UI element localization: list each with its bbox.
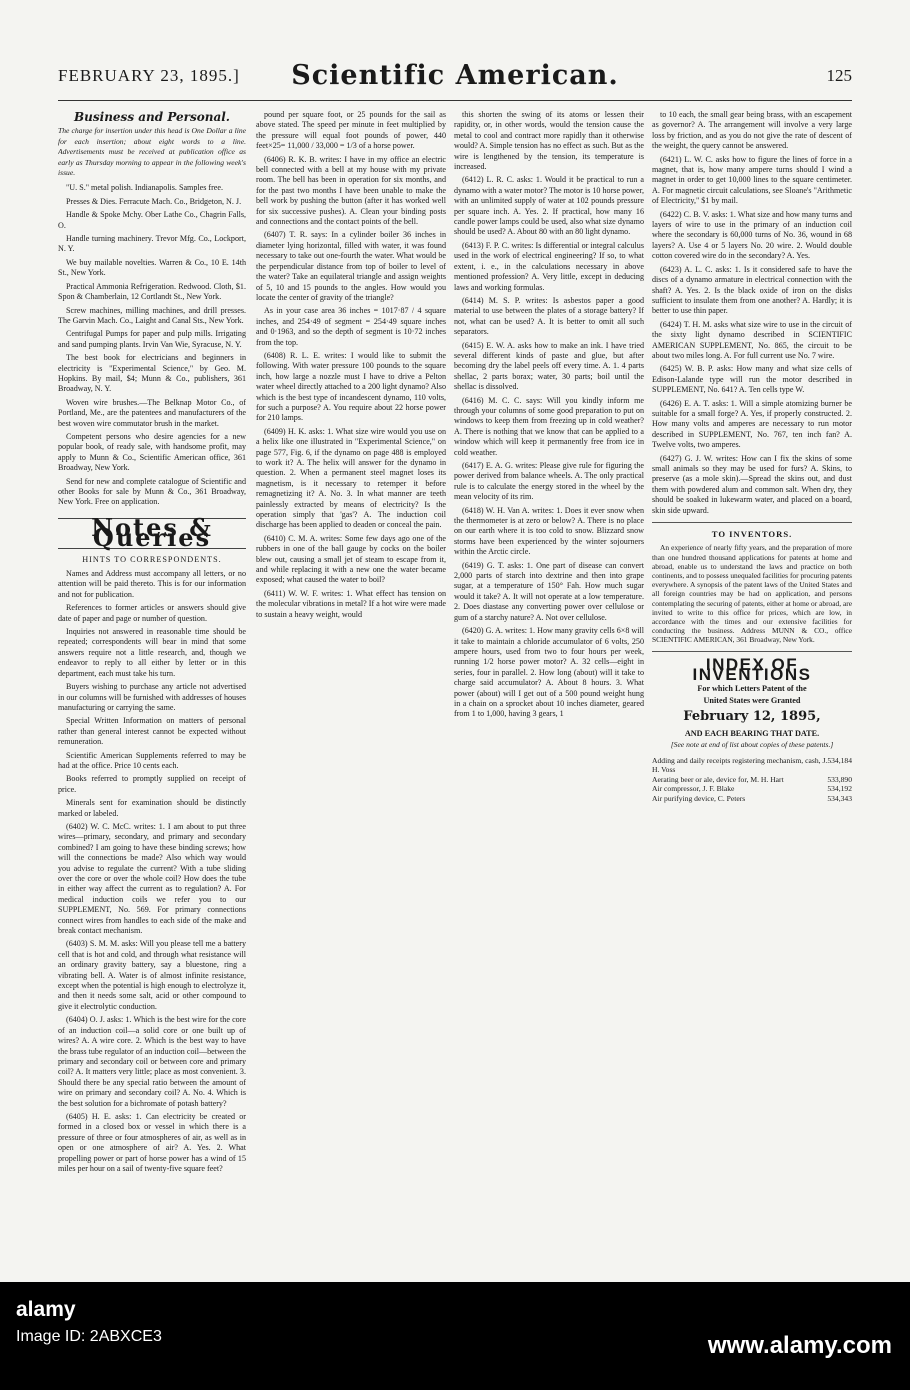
hint-item: Inquiries not answered in reasonable time should be repeated; correspondents will bear in mind that some answers require not a little research, and, though we endeavor to reply to all either by letter or in this department, each must take his turn. <box>58 627 246 678</box>
query-item: (6422) C. B. V. asks: 1. What size and how many turns and layers of wire to use in the primary of an induction coil where the secondary is 60,000 turns of No. 36, wound in 68 layers? A. Use 4 or 5 layers No. 20 wire. 2. Would double cotton covered wire do in the secondary? A. Yes. <box>652 209 852 261</box>
query-item: (6417) E. A. G. writes: Please give rule for figuring the power derived from balance wheels. A. The only practical rule is to calculate the energy stored in the wheel by the mean velocity of its rim. <box>454 461 644 502</box>
index-subtitle-1: For which Letters Patent of the <box>697 684 807 694</box>
masthead: Scientific American. <box>291 60 619 91</box>
page-number: 125 <box>826 66 852 85</box>
hint-item: Special Written Information on matters of personal rather than general interest cannot be expected without remuneration. <box>58 716 246 747</box>
query-item: (6416) M. C. C. says: Will you kindly inform me through your columns of some good preparation to put on windows to keep them from freezing up in cold weather? A. There is nothing that we know that can be applied to a window which will keep it permanently free from ice in cold weather. <box>454 395 644 457</box>
query-item: (6427) G. J. W. writes: How can I fix the skins of some small animals so they may be used for furs? A. Skins, to preserve (as a mole skin).—Spread the skins out, and dust them with powdered alum and common salt. When dry, they should be soaked in lukewarm water, and placed on a board, skin side upward. <box>652 453 852 515</box>
ad-item: Presses & Dies. Ferracute Mach. Co., Bridgeton, N. J. <box>66 196 242 206</box>
query-item: (6403) S. M. M. asks: Will you please tell me a battery cell that is hot and cold, and through what resistance will an ordinary gravity battery, say a bluestone, ring a vibrating bell. A. Water is of almost infinite resistance, except when the potential is high enough to electrolyze it, and then it needs some salt, acid or other compound to give it electrolytic conduction. <box>58 939 246 1011</box>
divider <box>652 522 852 523</box>
query-item: (6424) T. H. M. asks what size wire to use in the circuit of the sixty light dynamo described in SCIENTIFIC AMERICAN SUPPLEMENT, No. 865, the circuit to be about two miles long. A. For full current use No. 7 wire. <box>652 319 852 360</box>
hint-item: Minerals sent for examination should be distinctly marked or labeled. <box>58 798 246 818</box>
ad-item: Competent persons who desire agencies for a new popular book, of ready sale, with handsome profit, may apply to Munn & Co., Scientific American office, 361 Broadway, New York. <box>58 431 246 473</box>
issue-date: FEBRUARY 23, 1895.] <box>58 66 240 85</box>
entry-name: Adding and daily receipts registering mechanism, cash, J. H. Voss <box>652 755 828 775</box>
entry-number: 534,192 <box>827 784 852 794</box>
index-entry <box>652 784 852 794</box>
column-1 <box>58 110 246 1240</box>
index-date: February 12, 1895, <box>683 709 821 725</box>
column-2 <box>256 110 446 1240</box>
entry-name: Air purifying device, C. Peters <box>652 793 746 803</box>
ad-item: Centrifugal Pumps for paper and pulp mills. Irrigating and sand pumping plants. Irvin Van Wie, Syracuse, N. Y. <box>58 329 246 349</box>
ad-item: Handle turning machinery. Trevor Mfg. Co., Lockport, N. Y. <box>58 234 246 254</box>
notes-queries-title: Notes & Queries <box>58 518 246 549</box>
query-item: (6418) W. H. Van A. writes: 1. Does it ever snow when the thermometer is at zero or below? A. There is no place on our earth where it is too cold to snow. Blizzard snow storms have been experienced by the winter sojourners within the Arctic circle. <box>454 505 644 557</box>
query-item: (6404) O. J. asks: 1. Which is the best wire for the core of an induction coil—a solid core or one built up of wires? A. A wire core. 2. Which is the best way to have the brass tube regulator of an induction coil—between the primary and secondary coil or between core and primary coil? A. It matters very little; place as most convenient. 3. Should there be any special ratio between the amount of wire on primary and secondary coil? A. No. 4. Which is the best solution for a bichromate of potash battery? <box>58 1015 246 1108</box>
query-item: (6420) G. A. writes: 1. How many gravity cells 6×8 will it take to maintain a chloride accumulator of 6 volts, 250 ampere hours, used from two to four hours per week, running 1/2 horse power motor? A. 32 cells—eight in series, four in parallel. 2. How long (about) will it take to charge said accumulator? A. About 8 hours. 3. What power (about) will I get out of a 500 pound weight hung in a chain on a sprocket about 10 inches diameter, geared from 1 to 1,000, having 3 gears, 1 <box>454 626 644 719</box>
query-item: (6410) C. M. A. writes: Some few days ago one of the rubbers in one of the ball gauge by cocks on the boiler blew out, causing a small jet of steam to escape from it, and while replacing it with a new one the water became exposed; what caused the water to boil? <box>256 533 446 585</box>
watermark-brand: alamy <box>16 1298 76 1321</box>
column-3 <box>454 110 644 1240</box>
query-item: (6415) E. W. A. asks how to make an ink. I have tried several different kinds of paste and glue, but after becoming dry the label peels off every time. A. 1. 4 parts shellac, 2 parts borax; water, 30 parts; boil until the shellac is dissolved. <box>454 340 644 392</box>
query-item: (6421) L. W. C. asks how to figure the lines of force in a magnet, that is, how many ampere turns should I wind a magnet in order to get 10,000 lines to the square centimeter. A. For magnetic circuit calculations, see Sloane's "Arithmetic of Electricity," $1 by mail. <box>652 154 852 206</box>
inventors-text: An experience of nearly fifty years, and the preparation of more than one hundred thousand applications for patents at home and abroad, enable us to understand the laws and practice on both continents, and to possess unequaled facilities for procuring patents everywhere. A synopsis of the patent laws of the United States and all foreign countries may be had on application, and persons contemplating the securing of patents, either at home or abroad, are invited to write to this office for prices, which are low, in accordance with the times and our extensive facilities for conducting the business. Address MUNN & CO., office SCIENTIFIC AMERICAN, 361 Broadway, New York. <box>652 543 852 645</box>
query-item: As in your case area 36 inches = 1017·87 / 4 square inches, and 254·49 of segment = 254·49 square inches and 0·1963, and so the depth of segment is 10·72 inches from the top. <box>256 306 446 347</box>
query-item: to 10 each, the small gear being brass, with an escapement as governor? A. The arrangement will involve a very large loss by friction, and as you do not give the rate of descent of the weight, the query cannot be answered. <box>652 110 852 151</box>
ad-item: The best book for electricians and beginners in electricity is "Experimental Science," by Geo. M. Hopkins. By mail, $4; Munn & Co., publishers, 361 Broadway, N. Y. <box>58 353 246 394</box>
index-note: [See note at end of list about copies of these patents.] <box>670 740 834 750</box>
queries-list <box>58 822 246 1174</box>
ad-item: "U. S." metal polish. Indianapolis. Samples free. <box>66 183 223 193</box>
query-item: this shorten the swing of its atoms or lessen their rapidity, or, in other words, would the tension cause the metal to cool and contract more rapidly than it otherwise would? A. Simple tension has no effect as such. But as the wire is lengthened by the tension, its temperature is increased. <box>454 110 644 172</box>
watermark-bar <box>0 1282 910 1390</box>
entry-number: 534,343 <box>827 793 852 803</box>
hint-item: Books referred to promptly supplied on receipt of price. <box>58 774 246 794</box>
index-subtitle-3: AND EACH BEARING THAT DATE. <box>684 728 820 738</box>
ad-item: We buy mailable novelties. Warren & Co., 10 E. 14th St., New York. <box>58 257 246 278</box>
ad-notice: The charge for insertion under this head is One Dollar a line for each insertion; about eight words to a line. Advertisements must be received at publication office as early as Thursday morning to appear in the following week's issue. <box>58 126 246 178</box>
query-item: (6406) R. K. B. writes: I have in my office an electric bell connected with a bell at my house with my private room. The bell has been in operation for six months, and for the past two months I have been unable to make the bell work by pushing the button (after it has worked well for six successive pushes). A. Clean your binding posts and connections and the contact points of the bell. <box>256 154 446 227</box>
entry-number: 534,184 <box>827 755 852 765</box>
query-item: (6426) E. A. T. asks: 1. Will a simple atomizing burner be suitable for a small forge? A. Yes, if properly constructed. 2. How many volts and amperes are necessary to run motor described in SUPPLEMENT, No. 767, ten inch fan? A. Twelve volts, two amperes. <box>652 398 852 450</box>
hint-item: Scientific American Supplements referred to may be had at the office. Price 10 cents each. <box>58 750 246 770</box>
ad-item: Screw machines, milling machines, and drill presses. The Garvin Mach. Co., Laight and Canal Sts., New York. <box>58 305 246 325</box>
entry-number: 533,890 <box>827 774 852 784</box>
hints-list <box>58 569 246 819</box>
ad-item: Woven wire brushes.—The Belknap Motor Co., of Portland, Me., are the patentees and manufacturers of the best woven wire commutator brush in the market. <box>58 397 246 428</box>
entry-name: Air compressor, J. F. Blake <box>652 784 735 794</box>
entry-name: Aerating beer or ale, device for, M. H. Hart <box>652 774 784 784</box>
queries-list <box>652 110 852 516</box>
hint-item: Names and Address must accompany all letters, or no attention will be paid thereto. This is for our information and not for publication. <box>58 569 246 599</box>
query-item: (6414) M. S. P. writes: Is asbestos paper a good material to use between the plates of a storage battery? If not, what can be used? A. It is better to omit all such separators. <box>454 295 644 337</box>
watermark-url: www.alamy.com <box>707 1332 892 1359</box>
query-item: (6407) T. R. says: In a cylinder boiler 36 inches in diameter lying horizontal, filled with water, it was found necessary to take out one-fourth the water. What would be the perpendicular distance from top of boiler to level of the water? Take an equilateral triangle and assign weights of 5, 10 and 15 pounds to the angles. How would you locate the center of gravity of the triangle? <box>256 230 446 302</box>
index-subtitle-2: United States were Granted <box>703 695 801 705</box>
ads-list <box>58 183 246 507</box>
query-item: (6423) A. L. C. asks: 1. Is it considered safe to have the discs of a dynamo armature in electrical connection with the shaft? A. Yes. 2. Is the black oxide of iron on the disks sufficient to insulate them from one another? A. Hardly; it is better to use thin paper. <box>652 264 852 316</box>
column-4 <box>652 110 852 1240</box>
divider <box>652 651 852 652</box>
index-entry <box>652 794 852 804</box>
query-item: (6409) H. K. asks: 1. What size wire would you use on a helix like one illustrated in "Experimental Science," on page 577, Fig. 6, if the dynamo on page 488 is employed to work it? A. The helix will answer for the dynamo in question. 2. When a permanent steel magnet loses its magnetism, is it necessary to retemper it before remagnetizing it? A. No. 3. In what manner are teeth painlessly extracted by means of electricity? Is the operation simply that 'gas'? A. The induction coil discharge has been applied to deaden or conceal the pain. <box>256 426 446 530</box>
index-entries <box>652 756 852 804</box>
index-entry <box>652 756 852 775</box>
queries-list <box>454 110 644 720</box>
image-id: Image ID: 2ABXCE3 <box>16 1328 162 1345</box>
query-item: (6425) W. B. P. asks: How many and what size cells of Edison-Lalande type will run the motor described in SUPPLEMENT, No. 641? A. Ten cells type W. <box>652 364 852 395</box>
query-item: (6413) F. P. C. writes: Is differential or integral calculus used in the work of electrical engineering? If so, to what extent, i. e., in the calculations necessary in above mentioned profession? A. Very little, except in deducing laws and working formulas. <box>454 240 644 292</box>
query-item: (6411) W. W. F. writes: 1. What effect has tension on the molecular vibrations in metal? If a hot wire were made to sustain a heavy weight, would <box>256 588 446 619</box>
index-title: INDEX OF INVENTIONS <box>692 654 812 685</box>
page-header <box>58 60 852 101</box>
inventors-title: TO INVENTORS. <box>711 529 793 540</box>
ad-item: Practical Ammonia Refrigeration. Redwood. Cloth, $1. Spon & Chamberlain, 12 Cortlandt St., New York. <box>58 281 246 302</box>
hint-item: Buyers wishing to purchase any article not advertised in our columns will be furnished with addresses of houses manufacturing or carrying the same. <box>58 682 246 712</box>
queries-list <box>256 110 446 620</box>
hints-title: HINTS TO CORRESPONDENTS. <box>82 554 222 564</box>
query-item: pound per square foot, or 25 pounds for the sail as above stated. The speed per minute in feet multiplied by the pressure will equal foot pounds of power, 440 feet×25= 11,000 / 33,000 = 1/3 of a horse power. <box>256 110 446 151</box>
query-item: (6419) G. T. asks: 1. One part of disease can convert 2,000 parts of starch into dextrine and then into grape sugar, at a temperature of 150° Fah. How much sugar would it take? A. It will not operate at a low temperature. 2. Does diastase any converting power over cellulose or gum of a starchy nature? A. Not over cellulose. <box>454 560 644 622</box>
hint-item: References to former articles or answers should give date of paper and page or number of question. <box>58 603 246 623</box>
query-item: (6402) W. C. McC. writes: 1. I am about to put three wires—primary, secondary, and primary and secondary combined? I am going to have these binding screws; how will the connections be made? Also which way would you advise to regulate the current? With a tube sliding over the core or over the whole coil? How does the tube in either way affect the current as to regulation? A. For medical induction coils we refer you to our SUPPLEMENT, No. 569. For primary connections connect wires from handles to each side of the make and break contact mechanism. <box>58 821 246 936</box>
ad-item: Handle & Spoke Mchy. Ober Lathe Co., Chagrin Falls, O. <box>58 210 246 230</box>
query-item: (6412) L. R. C. asks: 1. Would it be practical to run a dynamo with a water motor? The motor is 10 horse power, with an unlimited supply of water at 102 pounds pressure per square inch. A. Yes. 2. If practical, how many 16 candle power lamps could be used, also what size dynamo should be used? A. About 80 with an 80 light dynamo. <box>454 175 644 237</box>
business-personal-title: Business and Personal. <box>74 110 230 124</box>
ad-item: Send for new and complete catalogue of Scientific and other Books for sale by Munn & Co., 361 Broadway, New York. Free on application. <box>58 476 246 507</box>
query-item: (6408) R. L. E. writes: I would like to submit the following. With water pressure 100 pounds to the square inch, how large a nozzle must I have to drive a Pelton water wheel directly attached to a 200 light dynamo? Also which is the best type of incandescent dynamo, 110 volts, for such a purpose? A. You require about 22 horse power for 210 lamps. <box>256 350 446 423</box>
query-item: (6405) H. E. asks: 1. Can electricity be created or formed in a closed box or vessel in which there is a pressure of three or four atmospheres of air, as well as in open or one atmosphere of air? A. Yes. 2. What propelling power or part of horse power has a wind of 15 miles per hour on a sail of twenty-five square feet? <box>58 1111 246 1173</box>
index-entry <box>652 775 852 785</box>
